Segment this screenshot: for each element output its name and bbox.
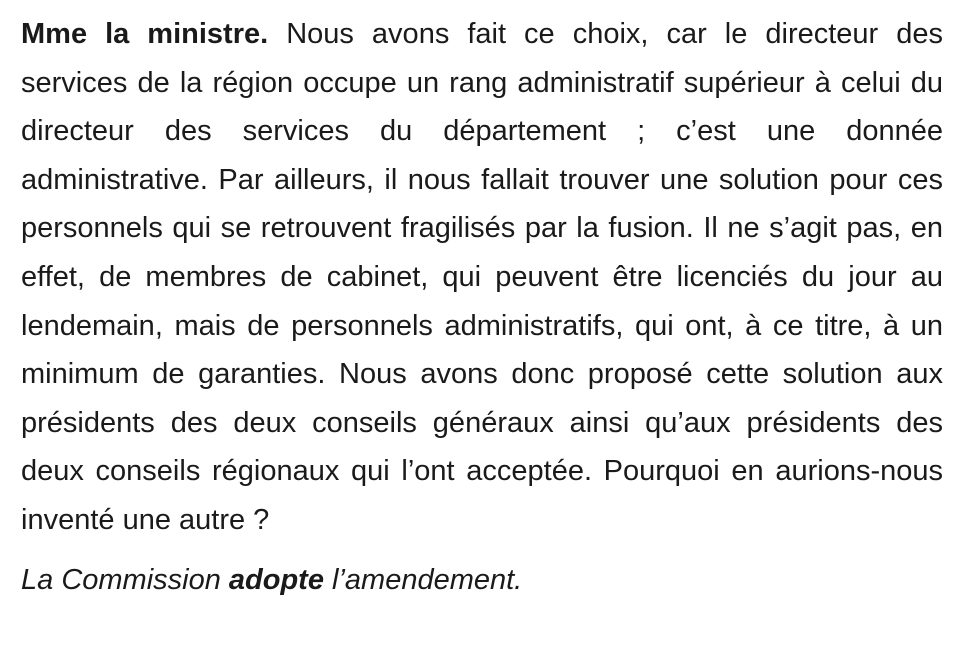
decision-after: l’amendement. <box>323 563 523 596</box>
decision-verb: adopte <box>228 563 324 596</box>
speech-text: Nous avons fait ce choix, car le directeur des services de la région occupe un rang administratif supérieur à celui du directeur des services du département ; c’est une donnée administrative. Par ailleurs, il nous fallait trouver une solution pour ces personnels qui se retrouvent fragilisés par la fusion. Il ne s’agit pas, en effet, de membres de cabinet, qui peuvent être licenciés du jour au lendemain, mais de personnels administratifs, qui ont, à ce titre, à un minimum de garanties. Nous avons donc proposé cette solution aux présidents des deux conseils généraux ainsi qu’aux présidents des deux conseils régionaux qui l’ont acceptée. Pourquoi en aurions-nous inventé une autre ? <box>21 18 943 536</box>
speech-paragraph <box>21 10 943 545</box>
decision-before: La Commission <box>21 563 229 596</box>
speaker-name: Mme la ministre. <box>21 18 269 50</box>
document-page <box>21 10 943 604</box>
commission-decision <box>21 556 943 605</box>
